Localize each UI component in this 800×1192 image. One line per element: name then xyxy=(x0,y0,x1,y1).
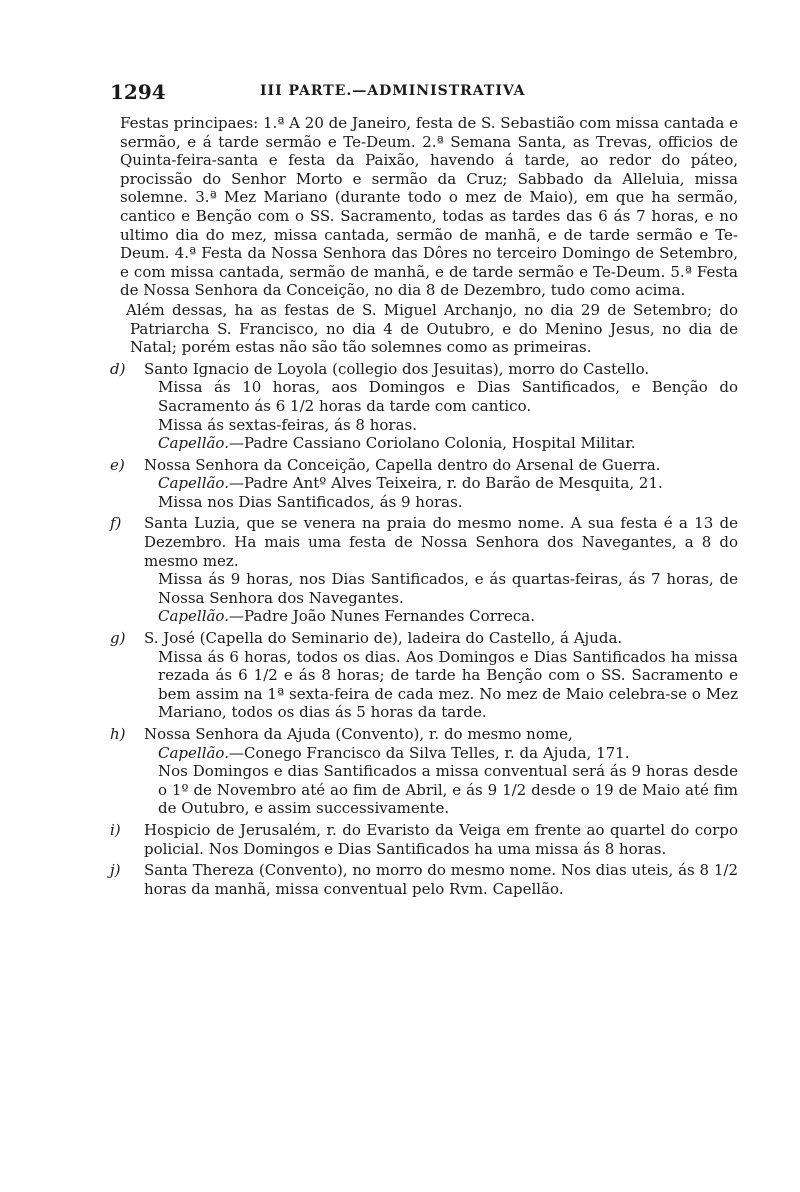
capellao-label: Capellão. xyxy=(158,434,229,453)
page-header xyxy=(110,80,730,104)
entry-letter: j) xyxy=(110,861,121,880)
capellao-label: Capellão. xyxy=(158,743,229,762)
capellao-name: —Padre Antº Alves Teixeira, r. do Barão de Mesquita, 21. xyxy=(228,474,663,493)
page-number: 1294 xyxy=(110,80,166,104)
entry-head: Santa Thereza (Convento), no morro do mesmo nome. Nos dias uteis, ás 8 1/2 horas da manhã, missa conventual pelo Rvm. Capellão. xyxy=(144,861,738,898)
capellao-line xyxy=(144,434,738,453)
page-body xyxy=(110,114,738,898)
entry-e xyxy=(110,456,738,512)
capellao-label: Capellão. xyxy=(158,607,229,626)
capellao-line xyxy=(144,744,738,763)
entry-head: Santa Luzia, que se venera na praia do mesmo nome. A sua festa é a 13 de Dezembro. Ha mais uma festa de Nossa Senhora dos Navegantes, a 8 do mesmo mez. xyxy=(144,514,738,570)
capellao-name: —Conego Francisco da Silva Telles, r. da Ajuda, 171. xyxy=(228,743,630,762)
festas-paragraph: Festas principaes: 1.ª A 20 de Janeiro, festa de S. Sebastião com missa cantada e sermão, e á tarde sermão e Te-Deum. 2.ª Semana Santa, as Trevas, officios de Quinta-feira-santa e festa da Paixão, havendo á tarde, ao redor do páteo, procissão do Senhor Morto e sermão da Cruz; Sabbado da Alleluia, missa solemne. 3.ª Mez Mariano (durante todo o mez de Maio), em que ha sermão, cantico e Benção com o SS. Sacramento, todas as tardes das 6 ás 7 horas, e no ultimo dia do mez, missa cantada, sermão de manhã, e de tarde sermão e Te-Deum. 4.ª Festa da Nossa Senhora das Dôres no terceiro Domingo de Setembro, e com missa cantada, sermão de manhã, e de tarde sermão e Te-Deum. 5.ª Festa de Nossa Senhora da Conceição, no dia 8 de Dezembro, tudo como acima. xyxy=(120,114,738,300)
capellao-label: Capellão. xyxy=(158,474,229,493)
entry-h xyxy=(110,725,738,818)
entry-letter: g) xyxy=(110,629,126,648)
entry-head: Santo Ignacio de Loyola (collegio dos Jesuitas), morro do Castello. xyxy=(144,359,650,378)
entry-letter: i) xyxy=(110,820,121,839)
capellao-line xyxy=(144,607,738,626)
entry-head: Hospicio de Jerusalém, r. do Evaristo da Veiga em frente ao quartel do corpo policial. Nos Domingos e Dias Santificados ha uma missa ás 8 horas. xyxy=(144,820,738,858)
entry-j xyxy=(110,861,738,898)
capellao-line xyxy=(144,474,738,493)
entry-letter: h) xyxy=(110,725,126,743)
capellao-name: —Padre João Nunes Fernandes Correca. xyxy=(228,607,536,626)
entry-line: Missa nos Dias Santificados, ás 9 horas. xyxy=(158,492,463,511)
capellao-name: —Padre Cassiano Coriolano Colonia, Hospital Militar. xyxy=(228,434,636,453)
entry-head: Nossa Senhora da Ajuda (Convento), r. do mesmo nome, xyxy=(144,725,573,743)
entry-line: Missa ás 10 horas, aos Domingos e Dias Santificados, e Benção do Sacramento ás 6 1/2 horas da tarde com cantico. xyxy=(158,378,738,415)
entry-i xyxy=(110,821,738,858)
entry-letter: f) xyxy=(110,514,122,533)
alem-paragraph: Além dessas, ha as festas de S. Miguel Archanjo, no dia 29 de Setembro; do Patriarcha S. Francisco, no dia 4 de Outubro, e do Menino Jesus, no dia de Natal; porém estas não são tão solemnes como as primeiras. xyxy=(126,300,738,357)
entry-f xyxy=(110,514,738,626)
entry-letter: d) xyxy=(110,359,126,378)
entry-g xyxy=(110,629,738,722)
entry-line: Missa ás 6 horas, todos os dias. Aos Domingos e Dias Santificados ha missa rezada ás 6 1/2 e ás 8 horas; de tarde ha Benção com o SS. Sacramento e bem assim na 1ª sexta-feira de cada mez. No mez de Maio celebra-se o Mez Mariano, todos os dias ás 5 horas da tarde. xyxy=(158,647,738,722)
entry-d xyxy=(110,360,738,453)
entry-line: Missa ás 9 horas, nos Dias Santificados, e ás quartas-feiras, ás 7 horas, de Nossa Senhora dos Navegantes. xyxy=(158,570,738,607)
entry-letter: e) xyxy=(110,455,125,474)
running-title: III PARTE.—ADMINISTRATIVA xyxy=(260,83,526,99)
entry-head: Nossa Senhora da Conceição, Capella dentro do Arsenal de Guerra. xyxy=(144,455,661,474)
entry-head: S. José (Capella do Seminario de), ladeira do Castello, á Ajuda. xyxy=(144,629,623,648)
entry-line: Missa ás sextas-feiras, ás 8 horas. xyxy=(158,415,418,434)
entry-line: Nos Domingos e dias Santificados a missa conventual será ás 9 horas desde o 1º de Novembro até ao fim de Abril, e ás 9 1/2 desde o 19 de Maio até fim de Outubro, e assim successivamente. xyxy=(158,762,738,818)
